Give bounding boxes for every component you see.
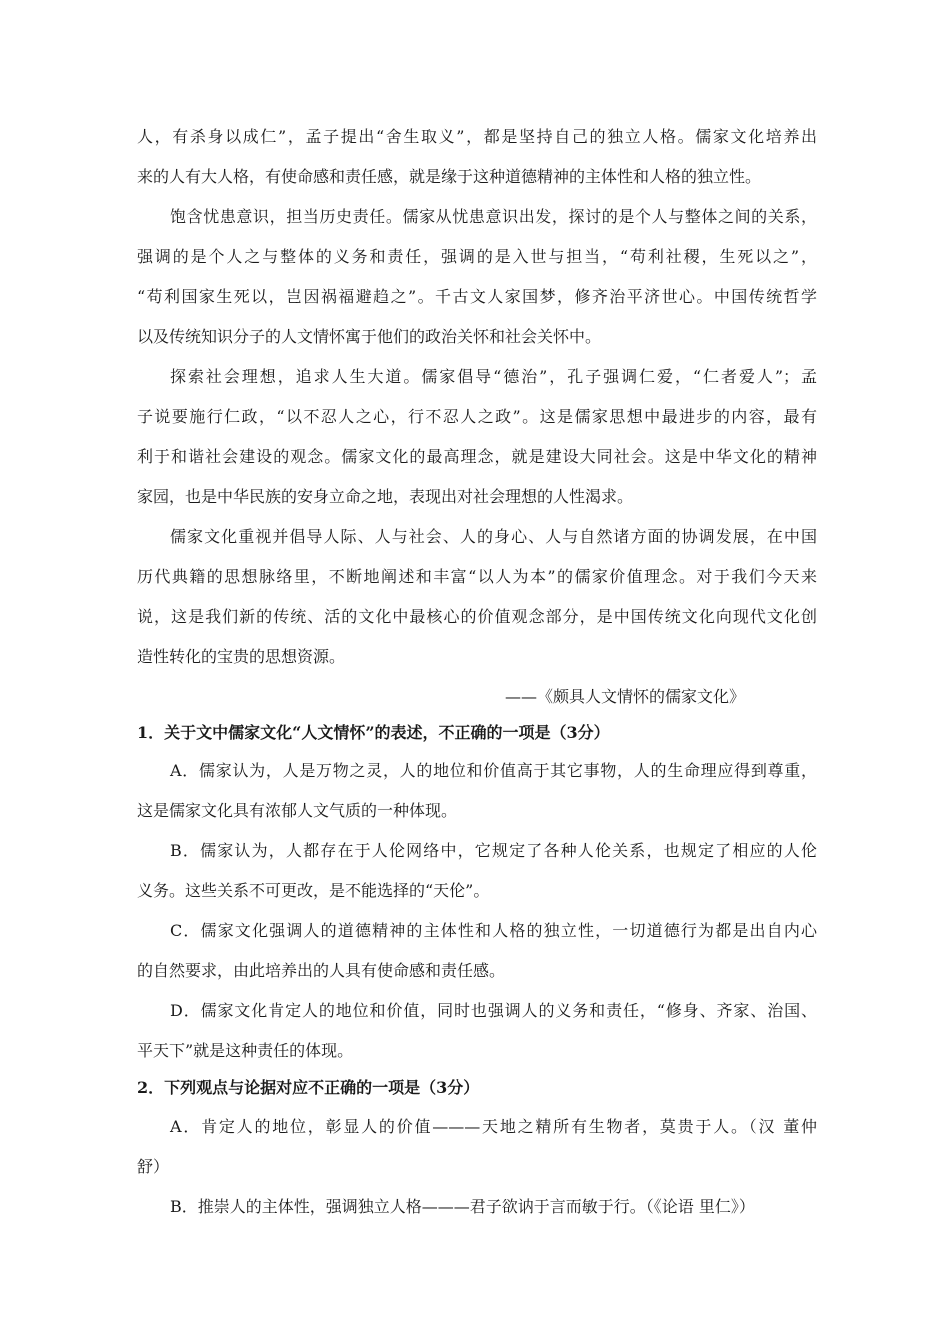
- passage-line: 说，这是我们新的传统、活的文化中最核心的价值观念部分，是中国传统文化向现代文化创: [137, 607, 817, 626]
- passage-line: 子说要施行仁政，“以不忍人之心，行不忍人之政”。这是儒家思想中最进步的内容，最有: [137, 407, 817, 426]
- passage-line: 人，有杀身以成仁”，孟子提出“舍生取义”，都是坚持自己的独立人格。儒家文化培养出: [137, 127, 817, 146]
- passage-source: ——《颇具人文情怀的儒家文化》: [505, 687, 746, 706]
- q2-option-a: A．肯定人的地位，彰显人的价值———天地之精所有生物者，莫贵于人。（汉 董仲: [170, 1117, 817, 1136]
- passage-line: 家园，也是中华民族的安身立命之地，表现出对社会理想的人性渴求。: [137, 487, 634, 506]
- q1-option-c: C．儒家文化强调人的道德精神的主体性和人格的独立性，一切道德行为都是出自内心: [170, 921, 817, 940]
- q1-option-c: 的自然要求，由此培养出的人具有使命感和责任感。: [137, 961, 506, 980]
- passage-line: “苟利国家生死以，岂因祸福避趋之”。千古文人家国梦，修齐治平济世心。中国传统哲学: [137, 287, 817, 306]
- q1-option-a: A．儒家认为，人是万物之灵，人的地位和价值高于其它事物，人的生命理应得到尊重，: [170, 761, 817, 780]
- q1-option-b: 义务。这些关系不可更改，是不能选择的“天伦”。: [137, 881, 490, 900]
- q1-option-a: 这是儒家文化具有浓郁人文气质的一种体现。: [137, 801, 458, 820]
- q1-option-b: B．儒家认为，人都存在于人伦网络中，它规定了各种人伦关系，也规定了相应的人伦: [170, 841, 817, 860]
- passage-line: 造性转化的宝贵的思想资源。: [137, 647, 346, 666]
- question-1-stem: 1．关于文中儒家文化“人文情怀”的表述，不正确的一项是（3分）: [137, 723, 610, 742]
- passage-line: 强调的是个人之与整体的义务和责任，强调的是入世与担当，“苟利社稷，生死以之”，: [137, 247, 817, 266]
- passage-line: 探索社会理想，追求人生大道。儒家倡导“德治”，孔子强调仁爱，“仁者爱人”；孟: [170, 367, 817, 386]
- passage-line: 历代典籍的思想脉络里，不断地阐述和丰富“以人为本”的儒家价值理念。对于我们今天来: [137, 567, 817, 586]
- q1-option-d: 平天下”就是这种责任的体现。: [137, 1041, 354, 1060]
- q2-option-a: 舒）: [137, 1157, 170, 1176]
- q2-option-b: B．推崇人的主体性，强调独立人格———君子欲讷于言而敏于行。（《论语 里仁》）: [170, 1197, 755, 1216]
- question-2-stem: 2．下列观点与论据对应不正确的一项是（3分）: [137, 1078, 480, 1097]
- passage-line: 儒家文化重视并倡导人际、人与社会、人的身心、人与自然诸方面的协调发展，在中国: [170, 527, 817, 546]
- passage-line: 饱含忧患意识，担当历史责任。儒家从忧患意识出发，探讨的是个人与整体之间的关系，: [170, 207, 817, 226]
- q1-option-d: D．儒家文化肯定人的地位和价值，同时也强调人的义务和责任，“修身、齐家、治国、: [170, 1001, 817, 1020]
- passage-line: 以及传统知识分子的人文情怀寓于他们的政治关怀和社会关怀中。: [137, 327, 602, 346]
- passage-line: 来的人有大人格，有使命感和责任感，就是缘于这种道德精神的主体性和人格的独立性。: [137, 167, 762, 186]
- passage-line: 利于和谐社会建设的观念。儒家文化的最高理念，就是建设大同社会。这是中华文化的精神: [137, 447, 817, 466]
